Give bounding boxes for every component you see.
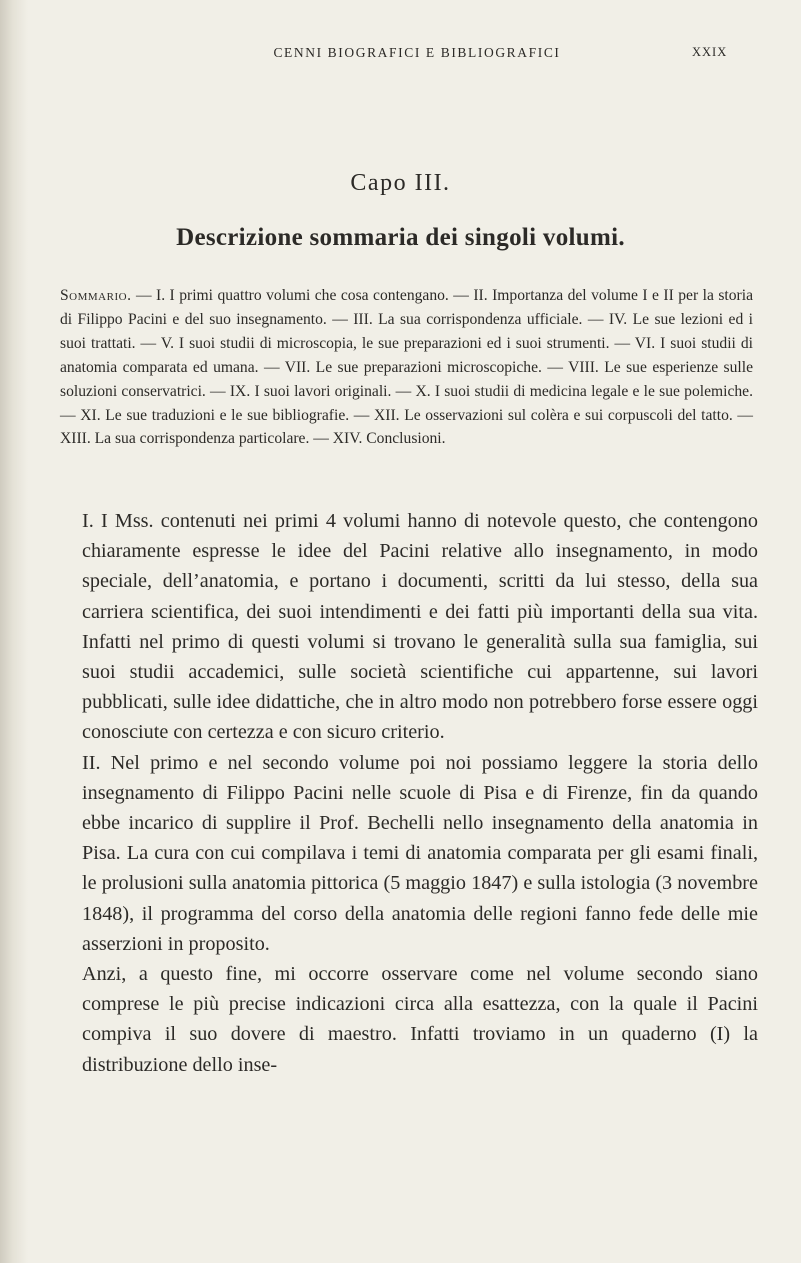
body-text (82, 506, 758, 1080)
running-title: CENNI BIOGRAFICI E BIBLIOGRAFICI (273, 45, 561, 60)
chapter-heading: Capo III. (350, 170, 451, 196)
summary-label: Sommario. (60, 287, 132, 304)
paragraph-2: II. Nel primo e nel secondo volume poi noi possiamo leggere la storia dello insegnamento di Filippo Pacini nelle scuole di Pisa e di Firenze, fin da quando ebbe incarico di supplire il Prof. Bechelli nello insegnamento della anatomia in Pisa. La cura con cui compilava i temi di anatomia comparata per gli esami finali, le prolusioni sulla anatomia pittorica (5 maggio 1847) e sulla istologia (3 novembre 1848), il programma del corso della anatomia delle regioni fanno fede delle mie asserzioni in proposito. (82, 751, 758, 955)
page-number: XXIX (692, 45, 728, 59)
paragraph-1: I. I Mss. contenuti nei primi 4 volumi hanno di notevole questo, che contengono chiaramente espresse le idee del Pacini relative allo insegnamento, in modo speciale, dell’anatomia, e portano i documenti, scritti da lui stesso, della sua carriera scientifica, dei suoi intendimenti e dei fatti più importanti della sua vita. Infatti nel primo di questi volumi si trovano le generalità sulla sua famiglia, sui suoi studii accademici, sulle società scientifiche cui appartenne, sui lavori pubblicati, sulle idee didattiche, che in altro modo non potrebbero forse essere oggi conosciute con certezza e con sicuro criterio. (82, 510, 758, 744)
summary-block (60, 284, 753, 451)
section-title: Descrizione sommaria dei singoli volumi. (176, 224, 625, 251)
summary-text: — I. I primi quattro volumi che cosa contengano. — II. Importanza del volume I e II per la storia di Filippo Pacini e del suo insegnamento. — III. La sua corrispondenza ufficiale. — IV. Le sue lezioni ed i suoi trattati. — V. I suoi studii di microscopia, le sue preparazioni ed i suoi strumenti. — VI. I suoi studii di anatomia comparata ed umana. — VII. Le sue preparazioni microscopiche. — VIII. Le sue esperienze sulle soluzioni conservatrici. — IX. I suoi lavori originali. — X. I suoi studii di medicina legale e le sue polemiche. — XI. Le sue traduzioni e le sue bibliografie. — XII. Le osservazioni sul colèra e sui corpuscoli del tatto. — XIII. La sua corrispondenza particolare. — XIV. Conclusioni. (60, 287, 753, 448)
paragraph-3: Anzi, a questo fine, mi occorre osservare come nel volume secondo siano comprese le più precise indicazioni circa alla esattezza, con la quale il Pacini compiva il suo dovere di maestro. Infatti troviamo in un quaderno (I) la distribuzione dello inse- (82, 963, 758, 1076)
